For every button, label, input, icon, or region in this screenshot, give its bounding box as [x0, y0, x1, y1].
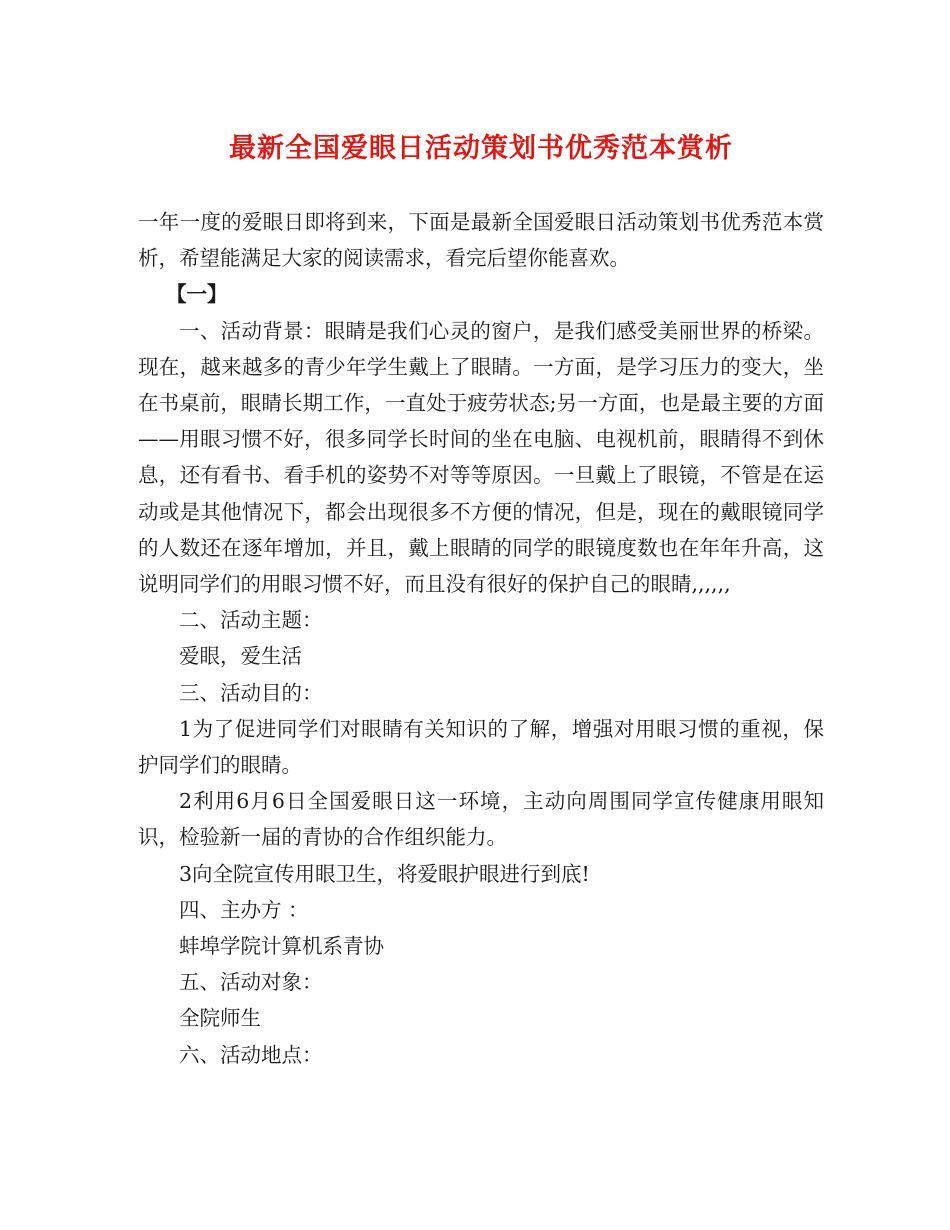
section-marker: 【一】 [166, 282, 228, 307]
intro-paragraph: 一年一度的爱眼日即将到来，下面是最新全国爱眼日活动策划书优秀范本赏析，希望能满足大家的阅读需求，看完后望你能喜欢。 [138, 210, 824, 271]
document-body [138, 204, 824, 1073]
heading-location: 六、活动地点： [179, 1042, 323, 1067]
heading-audience: 五、活动对象： [179, 970, 323, 995]
paragraph-purpose-2: 2利用6月6日全国爱眼日这一环境，主动向周围同学宣传健康用眼知识，检验新一届的青协的合作组织能力。 [138, 789, 824, 850]
heading-purpose: 三、活动目的： [179, 680, 323, 705]
paragraph-purpose-1: 1为了促进同学们对眼睛有关知识的了解，增强对用眼习惯的重视，保护同学们的眼睛。 [138, 716, 824, 778]
paragraph-theme: 爱眼，爱生活 [179, 644, 302, 669]
paragraph-purpose-3: 3向全院宣传用眼卫生，将爱眼护眼进行到底! [179, 861, 590, 886]
heading-theme: 二、活动主题： [179, 608, 323, 633]
paragraph-background: 一、活动背景：眼睛是我们心灵的窗户，是我们感受美丽世界的桥梁。现在，越来越多的青少年学生戴上了眼睛。一方面，是学习压力的变大，坐在书桌前，眼睛长期工作，一直处于疲劳状态;另一方面，也是最主要的方面——用眼习惯不好，很多同学长时间的坐在电脑、电视机前，眼睛得不到休息，还有看书、看手机的姿势不对等等原因。一旦戴上了眼镜，不管是在运动或是其他情况下，都会出现很多不方便的情况，但是，现在的戴眼镜同学的人数还在逐年增加，并且，戴上眼睛的同学的眼镜度数也在年年升高，这说明同学们的用眼习惯不好，而且没有很好的保护自己的眼睛,,,,,, [138, 318, 824, 597]
paragraph-audience: 全院师生 [179, 1006, 261, 1031]
heading-organizer: 四、主办方 ： [179, 897, 309, 922]
paragraph-organizer: 蚌埠学院计算机系青协 [179, 934, 384, 959]
document-title: 最新全国爱眼日活动策划书优秀范本赏析 [229, 133, 733, 164]
